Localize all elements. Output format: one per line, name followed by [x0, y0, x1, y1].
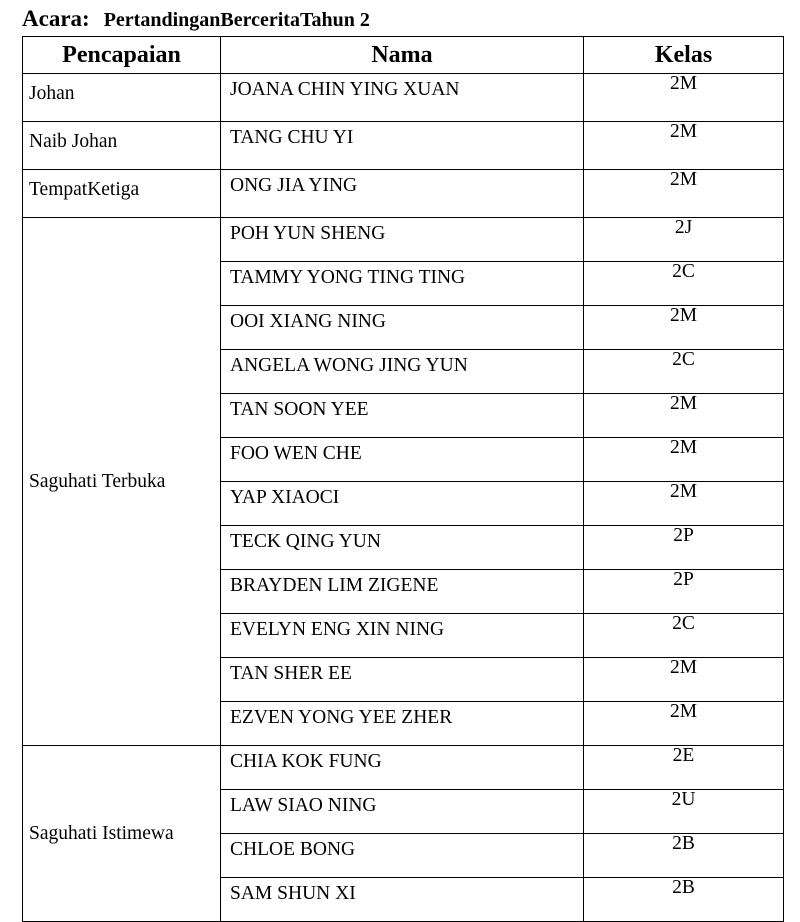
class-cell: 2M [584, 394, 784, 438]
header-achievement: Pencapaian [23, 37, 221, 74]
header-row [23, 37, 784, 74]
class-cell: 2M [584, 482, 784, 526]
name-cell: LAW SIAO NING [221, 790, 584, 834]
name-cell: BRAYDEN LIM ZIGENE [221, 570, 584, 614]
table-row [23, 218, 784, 262]
class-cell: 2C [584, 350, 784, 394]
page-title [22, 6, 370, 36]
achievement-cell: Naib Johan [23, 122, 221, 170]
achievement-group-cell: Saguhati Istimewa [23, 746, 221, 922]
class-cell: 2M [584, 702, 784, 746]
name-cell: TAMMY YONG TING TING [221, 262, 584, 306]
class-cell: 2C [584, 614, 784, 658]
name-cell: ONG JIA YING [221, 170, 584, 218]
achievement-cell: Johan [23, 74, 221, 122]
table-row [23, 122, 784, 170]
class-cell: 2M [584, 306, 784, 350]
name-cell: TECK QING YUN [221, 526, 584, 570]
table-row [23, 170, 784, 218]
name-cell: OOI XIANG NING [221, 306, 584, 350]
event-name: PertandinganBerceritaTahun 2 [103, 9, 370, 31]
table-row [23, 74, 784, 122]
title-label: Acara: [22, 6, 90, 31]
class-cell: 2P [584, 570, 784, 614]
table-row [23, 746, 784, 790]
class-cell: 2B [584, 878, 784, 922]
name-cell: TANG CHU YI [221, 122, 584, 170]
header-class: Kelas [584, 37, 784, 74]
name-cell: CHLOE BONG [221, 834, 584, 878]
class-cell: 2M [584, 74, 784, 122]
class-cell: 2M [584, 658, 784, 702]
achievement-group-cell: Saguhati Terbuka [23, 218, 221, 746]
class-cell: 2M [584, 170, 784, 218]
name-cell: CHIA KOK FUNG [221, 746, 584, 790]
name-cell: POH YUN SHENG [221, 218, 584, 262]
class-cell: 2P [584, 526, 784, 570]
class-cell: 2E [584, 746, 784, 790]
name-cell: JOANA CHIN YING XUAN [221, 74, 584, 122]
class-cell: 2M [584, 438, 784, 482]
class-cell: 2B [584, 834, 784, 878]
name-cell: ANGELA WONG JING YUN [221, 350, 584, 394]
achievement-cell: TempatKetiga [23, 170, 221, 218]
results-table [22, 36, 784, 922]
class-cell: 2J [584, 218, 784, 262]
name-cell: SAM SHUN XI [221, 878, 584, 922]
name-cell: TAN SOON YEE [221, 394, 584, 438]
name-cell: EVELYN ENG XIN NING [221, 614, 584, 658]
header-name: Nama [221, 37, 584, 74]
name-cell: TAN SHER EE [221, 658, 584, 702]
name-cell: FOO WEN CHE [221, 438, 584, 482]
class-cell: 2C [584, 262, 784, 306]
class-cell: 2U [584, 790, 784, 834]
class-cell: 2M [584, 122, 784, 170]
name-cell: EZVEN YONG YEE ZHER [221, 702, 584, 746]
name-cell: YAP XIAOCI [221, 482, 584, 526]
